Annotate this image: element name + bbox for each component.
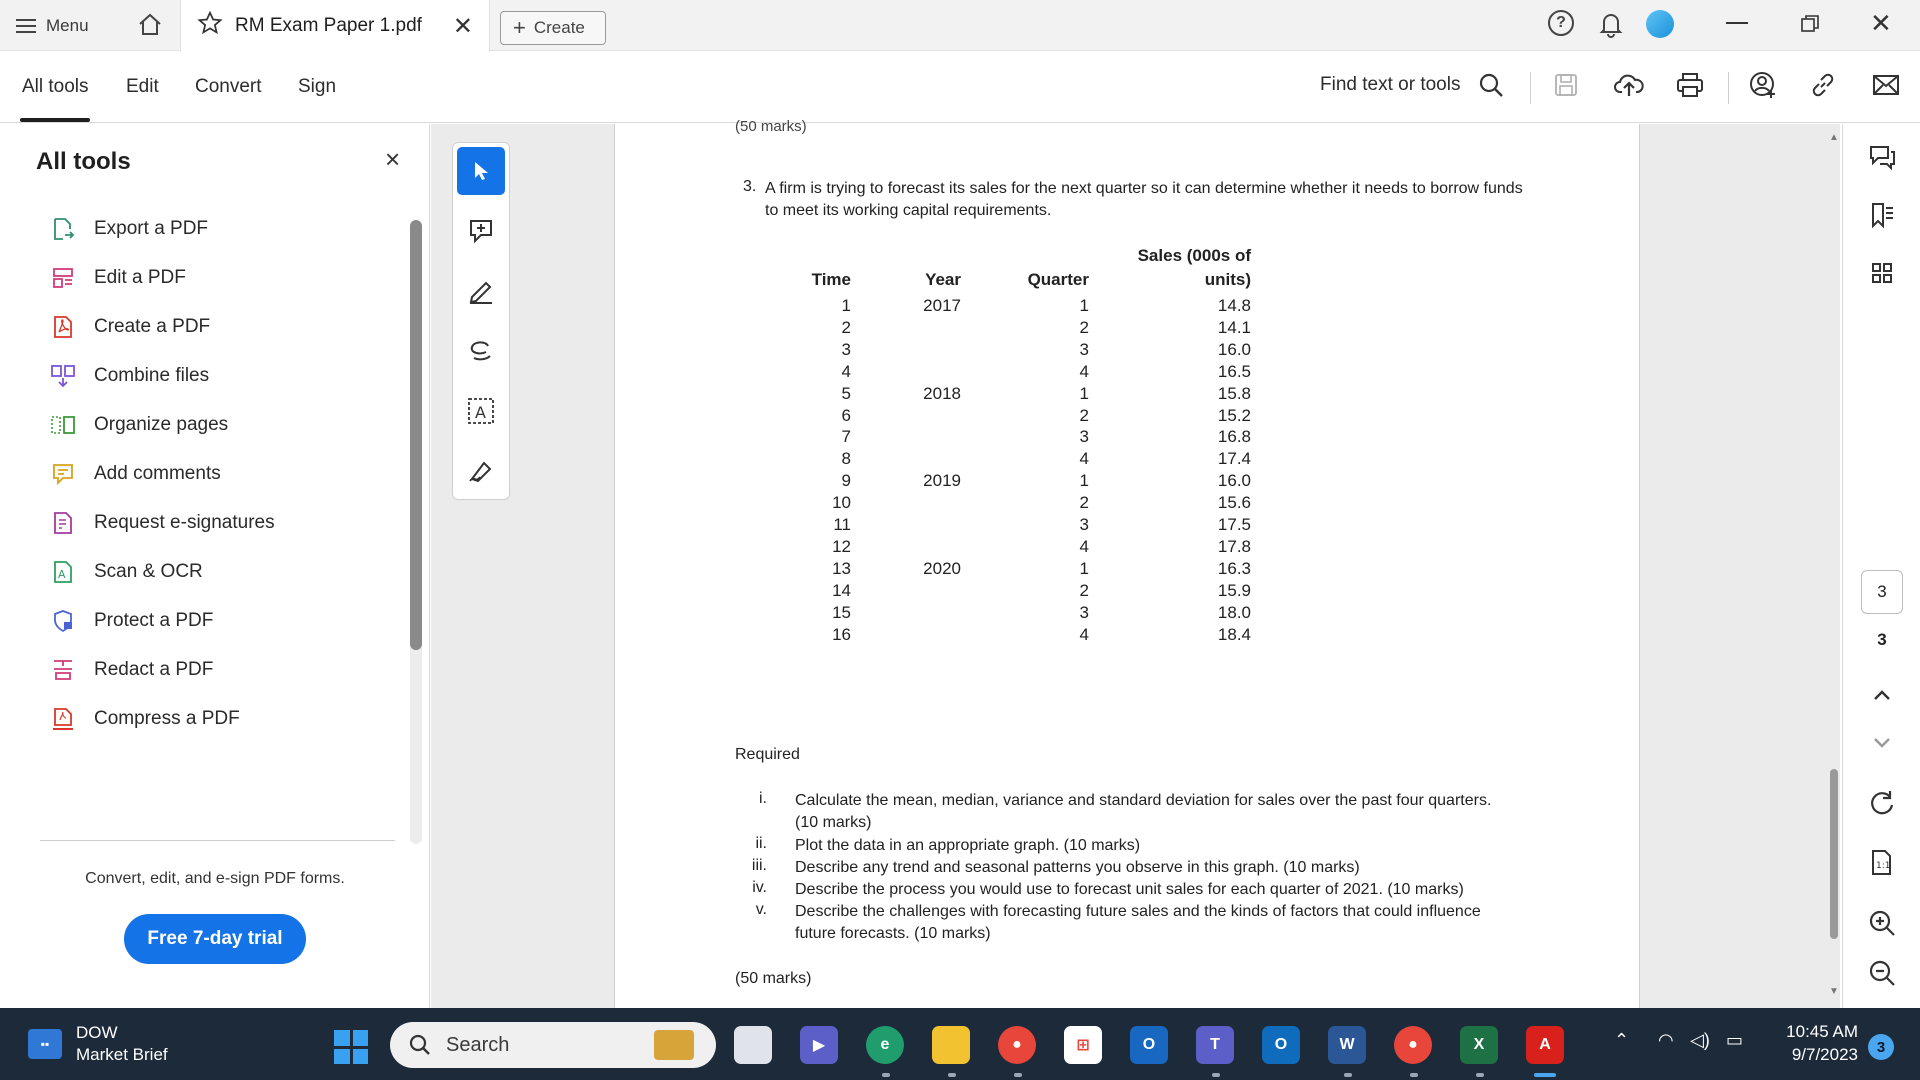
cell-sales: 17.8 [1217, 536, 1251, 556]
tool-add-comments[interactable] [50, 459, 221, 489]
comments-panel-icon[interactable] [1867, 142, 1897, 172]
chrome-profile-icon[interactable]: ● [1394, 1026, 1432, 1064]
cell-sales: 16.0 [1217, 339, 1251, 359]
tool-request-esignatures[interactable] [50, 508, 275, 538]
question-number: 3. [743, 178, 757, 195]
add-comments-icon [50, 461, 76, 487]
print-icon[interactable] [1676, 72, 1704, 103]
outlook-icon[interactable]: O [1262, 1026, 1300, 1064]
close-window-icon[interactable]: ✕ [1870, 8, 1892, 38]
tool-scan-ocr[interactable] [50, 557, 203, 587]
tool-redact-pdf[interactable] [50, 655, 213, 685]
find-text-button[interactable]: Find text or tools [1320, 74, 1461, 95]
subq-number: i. [759, 790, 767, 807]
volume-icon[interactable]: ◁) [1690, 1030, 1710, 1050]
clock-date: 9/7/2023 [1791, 1045, 1858, 1064]
share-user-icon[interactable] [1748, 70, 1778, 105]
link-icon[interactable] [1810, 72, 1836, 103]
tool-export-pdf[interactable] [50, 214, 208, 244]
plus-icon: + [513, 15, 526, 40]
compress-pdf-icon [50, 706, 76, 732]
svg-text:A: A [475, 403, 486, 422]
acrobat-icon[interactable]: A [1526, 1026, 1564, 1064]
store-icon[interactable]: ⊞ [1064, 1026, 1102, 1064]
cell-sales: 17.5 [1217, 515, 1251, 534]
total-marks-text: (50 marks) [735, 970, 812, 987]
tools-scrollbar[interactable] [410, 220, 422, 844]
subq-number: iv. [752, 879, 767, 896]
cell-quarter: 1 [1079, 296, 1089, 315]
document-scrollbar[interactable] [1826, 124, 1842, 1008]
cell-quarter: 1 [1079, 383, 1089, 403]
cell-sales: 14.1 [1217, 317, 1251, 337]
svg-text:A: A [58, 568, 66, 581]
chrome-icon[interactable]: ● [998, 1026, 1036, 1064]
sign-tool-icon[interactable] [457, 447, 505, 495]
cell-time: 4 [841, 361, 851, 381]
tool-label: Combine files [94, 365, 210, 386]
teams-icon[interactable]: T [1196, 1026, 1234, 1064]
hamburger-icon [16, 19, 36, 33]
panel-footer-text: Convert, edit, and e-sign PDF forms. [85, 870, 345, 887]
tab-title: RM Exam Paper 1.pdf [235, 15, 422, 36]
cell-quarter: 1 [1079, 471, 1089, 491]
cell-sales: 16.8 [1217, 427, 1251, 447]
help-icon[interactable]: ? [1548, 10, 1574, 42]
tool-label: Create a PDF [94, 316, 211, 337]
rotate-icon[interactable] [1867, 788, 1897, 818]
cell-quarter: 3 [1079, 602, 1089, 622]
task-view-icon[interactable] [734, 1026, 772, 1064]
video-chat-icon[interactable]: ▶ [800, 1026, 838, 1064]
home-icon[interactable] [137, 12, 163, 38]
chevron-up-tray-icon[interactable]: ⌃ [1614, 1030, 1630, 1050]
organize-pages-icon [50, 412, 76, 438]
star-icon[interactable] [197, 10, 223, 42]
text-select-tool-icon[interactable] [457, 387, 505, 435]
right-rail [1842, 124, 1920, 1008]
briefcase-icon [654, 1030, 694, 1060]
thumbnails-icon[interactable] [1867, 258, 1897, 288]
request-esign-icon [50, 510, 76, 536]
tool-protect-pdf[interactable] [50, 606, 213, 636]
header-quarter: Quarter [1027, 270, 1089, 289]
freehand-tool-icon[interactable] [457, 327, 505, 375]
search-placeholder: Search [446, 1033, 510, 1056]
excel-icon[interactable]: X [1460, 1026, 1498, 1064]
cell-quarter: 4 [1079, 449, 1089, 469]
cell-time: 15 [832, 602, 851, 622]
scroll-down-icon[interactable]: ▼ [1829, 986, 1839, 997]
cell-time: 13 [832, 558, 851, 578]
cell-sales: 18.0 [1217, 602, 1251, 622]
active-menu-indicator [20, 118, 90, 122]
cell-sales: 16.3 [1217, 558, 1251, 578]
tool-label: Scan & OCR [94, 561, 203, 582]
chevron-up-icon[interactable] [1867, 680, 1897, 710]
quick-tools-toolbar [452, 142, 510, 500]
minimize-icon[interactable] [1726, 22, 1748, 24]
cell-quarter: 3 [1079, 515, 1089, 534]
cell-time: 14 [832, 580, 851, 600]
chevron-down-icon[interactable] [1867, 728, 1897, 758]
cell-quarter: 4 [1079, 536, 1089, 556]
cell-sales: 18.4 [1217, 624, 1251, 644]
draw-tool-icon[interactable] [457, 267, 505, 315]
cell-sales: 14.8 [1217, 296, 1251, 315]
redact-pdf-icon [50, 657, 76, 683]
cell-time: 16 [832, 624, 851, 644]
edit-pdf-icon [50, 265, 76, 291]
title-bar [0, 0, 1920, 51]
wifi-icon[interactable]: ◠ [1658, 1030, 1674, 1050]
tool-label: Organize pages [94, 414, 229, 435]
outlook-preview-icon[interactable]: O [1130, 1026, 1168, 1064]
tool-label: Edit a PDF [94, 267, 186, 288]
question-text: A firm is trying to forecast its sales for the next quarter so it can determine whether it needs to borrow funds to meet its working capital requirements. [765, 180, 1523, 219]
free-trial-button[interactable]: Free 7-day trial [124, 914, 306, 964]
search-icon [408, 1033, 432, 1057]
cell-time: 2 [841, 317, 851, 337]
export-pdf-icon [50, 216, 76, 242]
header-sales-line2: units) [1204, 270, 1251, 289]
zoom-out-icon[interactable] [1867, 958, 1897, 988]
cell-quarter: 3 [1079, 339, 1089, 359]
cell-quarter: 4 [1079, 361, 1089, 381]
tool-label: Export a PDF [94, 218, 209, 239]
tool-label: Request e-signatures [94, 512, 275, 533]
menu-button[interactable] [16, 12, 89, 40]
cell-time: 6 [841, 405, 851, 425]
subq-text: Describe the challenges with forecasting future sales and the kinds of factors that could influence future forecasts. (10 marks) [795, 903, 1481, 942]
subq-text: Plot the data in an appropriate graph. (10 marks) [795, 837, 1141, 854]
tool-create-pdf[interactable] [50, 312, 210, 342]
cell-sales: 16.0 [1217, 471, 1251, 491]
tool-label: Compress a PDF [94, 708, 240, 729]
tool-compress-pdf[interactable] [50, 704, 240, 734]
account-avatar[interactable] [1646, 10, 1674, 42]
scan-ocr-icon [50, 559, 76, 585]
clock-time: 10:45 AM [1786, 1022, 1858, 1041]
subq-text: Describe the process you would use to forecast unit sales for each quarter of 2021. (10 marks) [795, 881, 1464, 898]
cell-time: 12 [832, 536, 851, 556]
cell-time: 8 [841, 449, 851, 469]
cell-sales: 15.6 [1217, 493, 1251, 513]
cell-year: 2020 [923, 558, 961, 578]
current-page-input[interactable]: 3 [1861, 570, 1903, 614]
cloud-upload-icon[interactable] [1614, 70, 1644, 105]
notification-badge[interactable]: 3 [1868, 1034, 1894, 1060]
bookmarks-icon[interactable] [1867, 200, 1897, 230]
windows-taskbar [0, 1008, 1920, 1080]
total-pages: 3 [1877, 630, 1887, 649]
header-year: Year [925, 270, 961, 289]
cell-time: 9 [841, 471, 851, 491]
cell-year: 2018 [923, 383, 961, 403]
menu-all-tools[interactable]: All tools [22, 76, 89, 97]
actual-size-icon[interactable] [1867, 848, 1897, 878]
cell-time: 10 [832, 493, 851, 513]
tool-label: Add comments [94, 463, 221, 484]
save-icon[interactable] [1553, 72, 1579, 103]
tool-combine-files[interactable] [50, 361, 209, 391]
word-icon[interactable]: W [1328, 1026, 1366, 1064]
all-tools-panel [0, 124, 430, 1008]
stock-chart-icon: ▪▪ [28, 1029, 62, 1059]
cell-sales: 17.4 [1217, 449, 1251, 469]
tool-label: Protect a PDF [94, 610, 214, 631]
cell-sales: 16.5 [1217, 361, 1251, 381]
search-icon[interactable] [1478, 72, 1504, 103]
combine-files-icon [50, 363, 76, 389]
create-pdf-icon [50, 314, 76, 340]
tool-organize-pages[interactable] [50, 410, 228, 440]
cell-quarter: 4 [1079, 624, 1089, 644]
header-sales-line1: Sales (000s of [1137, 246, 1251, 265]
subq-number: v. [755, 901, 767, 918]
cell-quarter: 2 [1079, 317, 1089, 337]
subq-number: ii. [755, 835, 767, 852]
cell-time: 5 [841, 383, 851, 403]
tool-edit-pdf[interactable] [50, 263, 186, 293]
scrollbar-thumb[interactable] [410, 220, 422, 650]
subq-text: Describe any trend and seasonal patterns you observe in this graph. (10 marks) [795, 859, 1360, 876]
close-panel-icon[interactable]: × [385, 144, 401, 174]
cell-quarter: 2 [1079, 493, 1089, 513]
cell-year: 2017 [923, 296, 961, 315]
cell-year: 2019 [923, 471, 961, 491]
menu-convert[interactable]: Convert [195, 76, 262, 97]
windows-start-icon[interactable] [334, 1030, 368, 1064]
create-label: Create [533, 18, 585, 37]
cell-time: 1 [841, 296, 851, 315]
scroll-up-icon[interactable]: ▲ [1829, 132, 1839, 143]
svg-text:1:1: 1:1 [1876, 861, 1891, 871]
select-tool-icon[interactable] [457, 147, 505, 195]
menu-sign[interactable]: Sign [298, 76, 337, 97]
cell-sales: 15.2 [1217, 405, 1251, 425]
header-time: Time [811, 270, 851, 289]
add-comment-tool-icon[interactable] [457, 207, 505, 255]
tool-label: Redact a PDF [94, 659, 214, 680]
news-widget[interactable] [28, 1022, 168, 1066]
protect-pdf-icon [50, 608, 76, 634]
taskbar-search[interactable] [390, 1022, 716, 1068]
required-label: Required [735, 746, 800, 763]
cell-quarter: 2 [1079, 405, 1089, 425]
zoom-in-icon[interactable] [1867, 908, 1897, 938]
battery-icon[interactable]: ▭ [1726, 1030, 1744, 1050]
menu-edit[interactable]: Edit [126, 76, 159, 97]
cell-sales: 15.8 [1217, 383, 1251, 403]
menu-label: Menu [46, 16, 89, 35]
email-icon[interactable] [1872, 74, 1900, 101]
cell-quarter: 3 [1079, 427, 1089, 447]
subq-number: iii. [751, 857, 767, 874]
scrollbar-thumb[interactable] [1830, 769, 1838, 939]
create-tab-button[interactable] [500, 11, 606, 45]
menu-bar [0, 52, 1920, 123]
cell-sales: 15.9 [1217, 580, 1251, 600]
panel-title: All tools [36, 148, 131, 175]
cell-time: 7 [841, 427, 851, 447]
system-clock[interactable] [1760, 1020, 1858, 1066]
cell-time: 3 [841, 339, 851, 359]
restore-icon[interactable] [1800, 14, 1820, 46]
cell-quarter: 1 [1079, 558, 1089, 578]
news-subtitle: Market Brief [76, 1045, 168, 1064]
edge-browser-icon[interactable]: e [866, 1026, 904, 1064]
subq-text: Calculate the mean, median, variance and standard deviation for sales over the past four quarters. (10 marks) [795, 792, 1492, 831]
news-title: DOW [76, 1023, 118, 1042]
bell-icon[interactable] [1598, 10, 1624, 42]
document-tab[interactable] [180, 0, 490, 52]
cut-off-marks-text: (50 marks) [735, 118, 807, 135]
close-tab-icon[interactable]: ✕ [452, 13, 473, 40]
cell-time: 11 [833, 515, 851, 534]
file-explorer-icon[interactable] [932, 1026, 970, 1064]
cell-quarter: 2 [1079, 580, 1089, 600]
pdf-page [614, 118, 1640, 1008]
